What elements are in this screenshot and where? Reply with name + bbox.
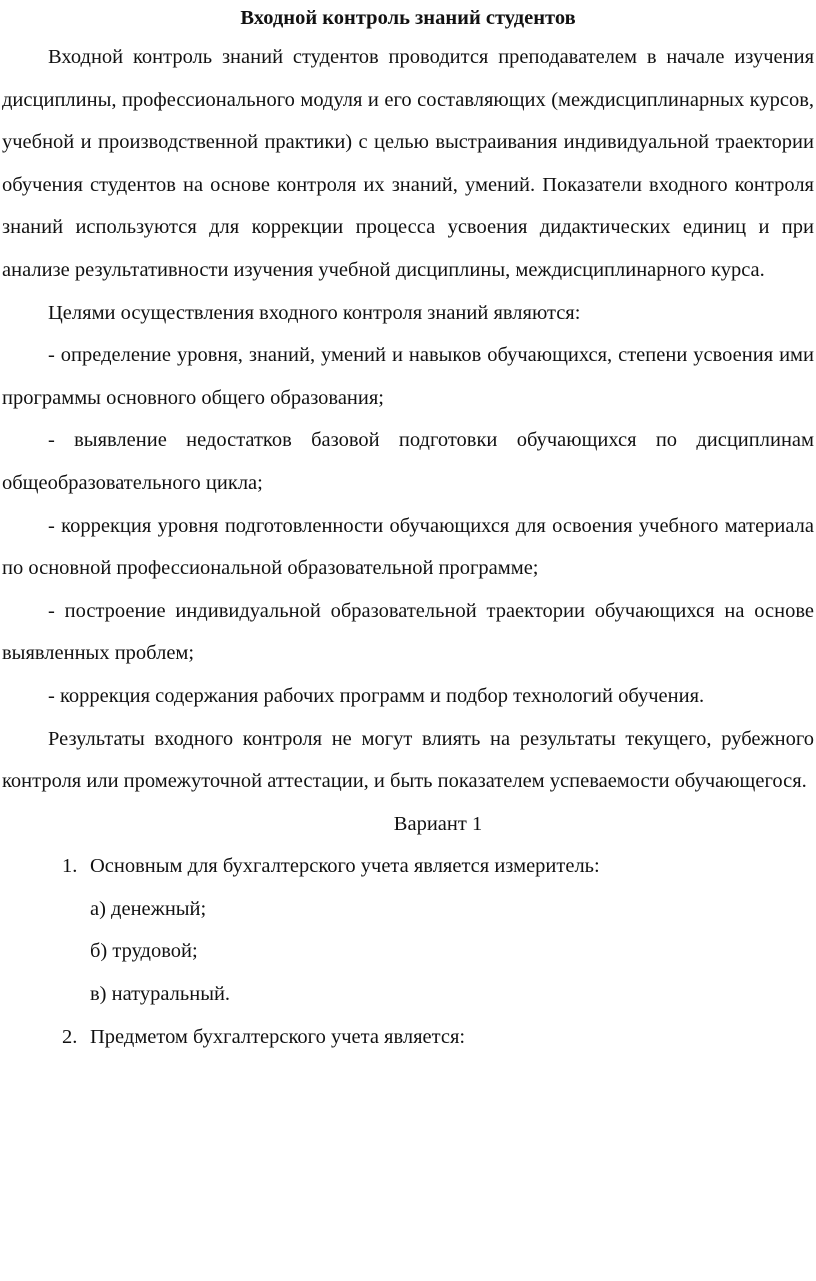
paragraph-results: Результаты входного контроля не могут влиять на результаты текущего, рубежного контроля или промежуточной аттестации, и быть показателем успеваемости обучающегося.	[2, 727, 814, 793]
answer-option: в) натуральный.	[90, 983, 231, 1006]
paragraph-goal-5: - коррекция содержания рабочих программ и подбор технологий обучения.	[48, 684, 705, 707]
question-text: Основным для бухгалтерского учета является измеритель:	[90, 855, 600, 878]
paragraph-goal-2: - выявление недостатков базовой подготовки обучающихся по дисциплинам общеобразовательного цикла;	[2, 429, 814, 494]
question-1-options	[2, 888, 814, 1016]
paragraph-goal-1: - определение уровня, знаний, умений и навыков обучающихся, степени усвоения ими программы основного общего образования;	[2, 344, 814, 409]
question-text: Предметом бухгалтерского учета является:	[90, 1025, 466, 1048]
paragraph-goal-4: - построение индивидуальной образовательной траектории обучающихся на основе выявленных проблем;	[2, 599, 814, 665]
paragraph-intro: Входной контроль знаний студентов проводится преподавателем в начале изучения дисциплины, профессионального модуля и его составляющих (междисциплинарных курсов, учебной и производственной практики) с целью выстраивания индивидуальной траектории обучения студентов на основе контроля их знаний, умений. Показатели входного контроля знаний используются для коррекции процесса усвоения дидактических единиц и при анализе результативности изучения учебной дисциплины, междисциплинарного курса.	[2, 46, 814, 281]
question-number: 2.	[62, 1025, 78, 1048]
question-number: 1.	[62, 855, 78, 878]
answer-option: б) трудовой;	[90, 940, 198, 963]
variant-heading: Вариант 1	[393, 812, 483, 835]
paragraph-goals-heading: Целями осуществления входного контроля знаний являются:	[48, 301, 581, 324]
question-2	[2, 1016, 814, 1059]
question-list	[2, 845, 814, 1058]
paragraph-goal-3: - коррекция уровня подготовленности обучающихся для освоения учебного материала по основной профессиональной образовательной программе;	[2, 514, 814, 580]
document-title: Входной контроль знаний студентов	[240, 7, 576, 29]
question-1	[2, 845, 814, 888]
answer-option: а) денежный;	[90, 897, 207, 920]
